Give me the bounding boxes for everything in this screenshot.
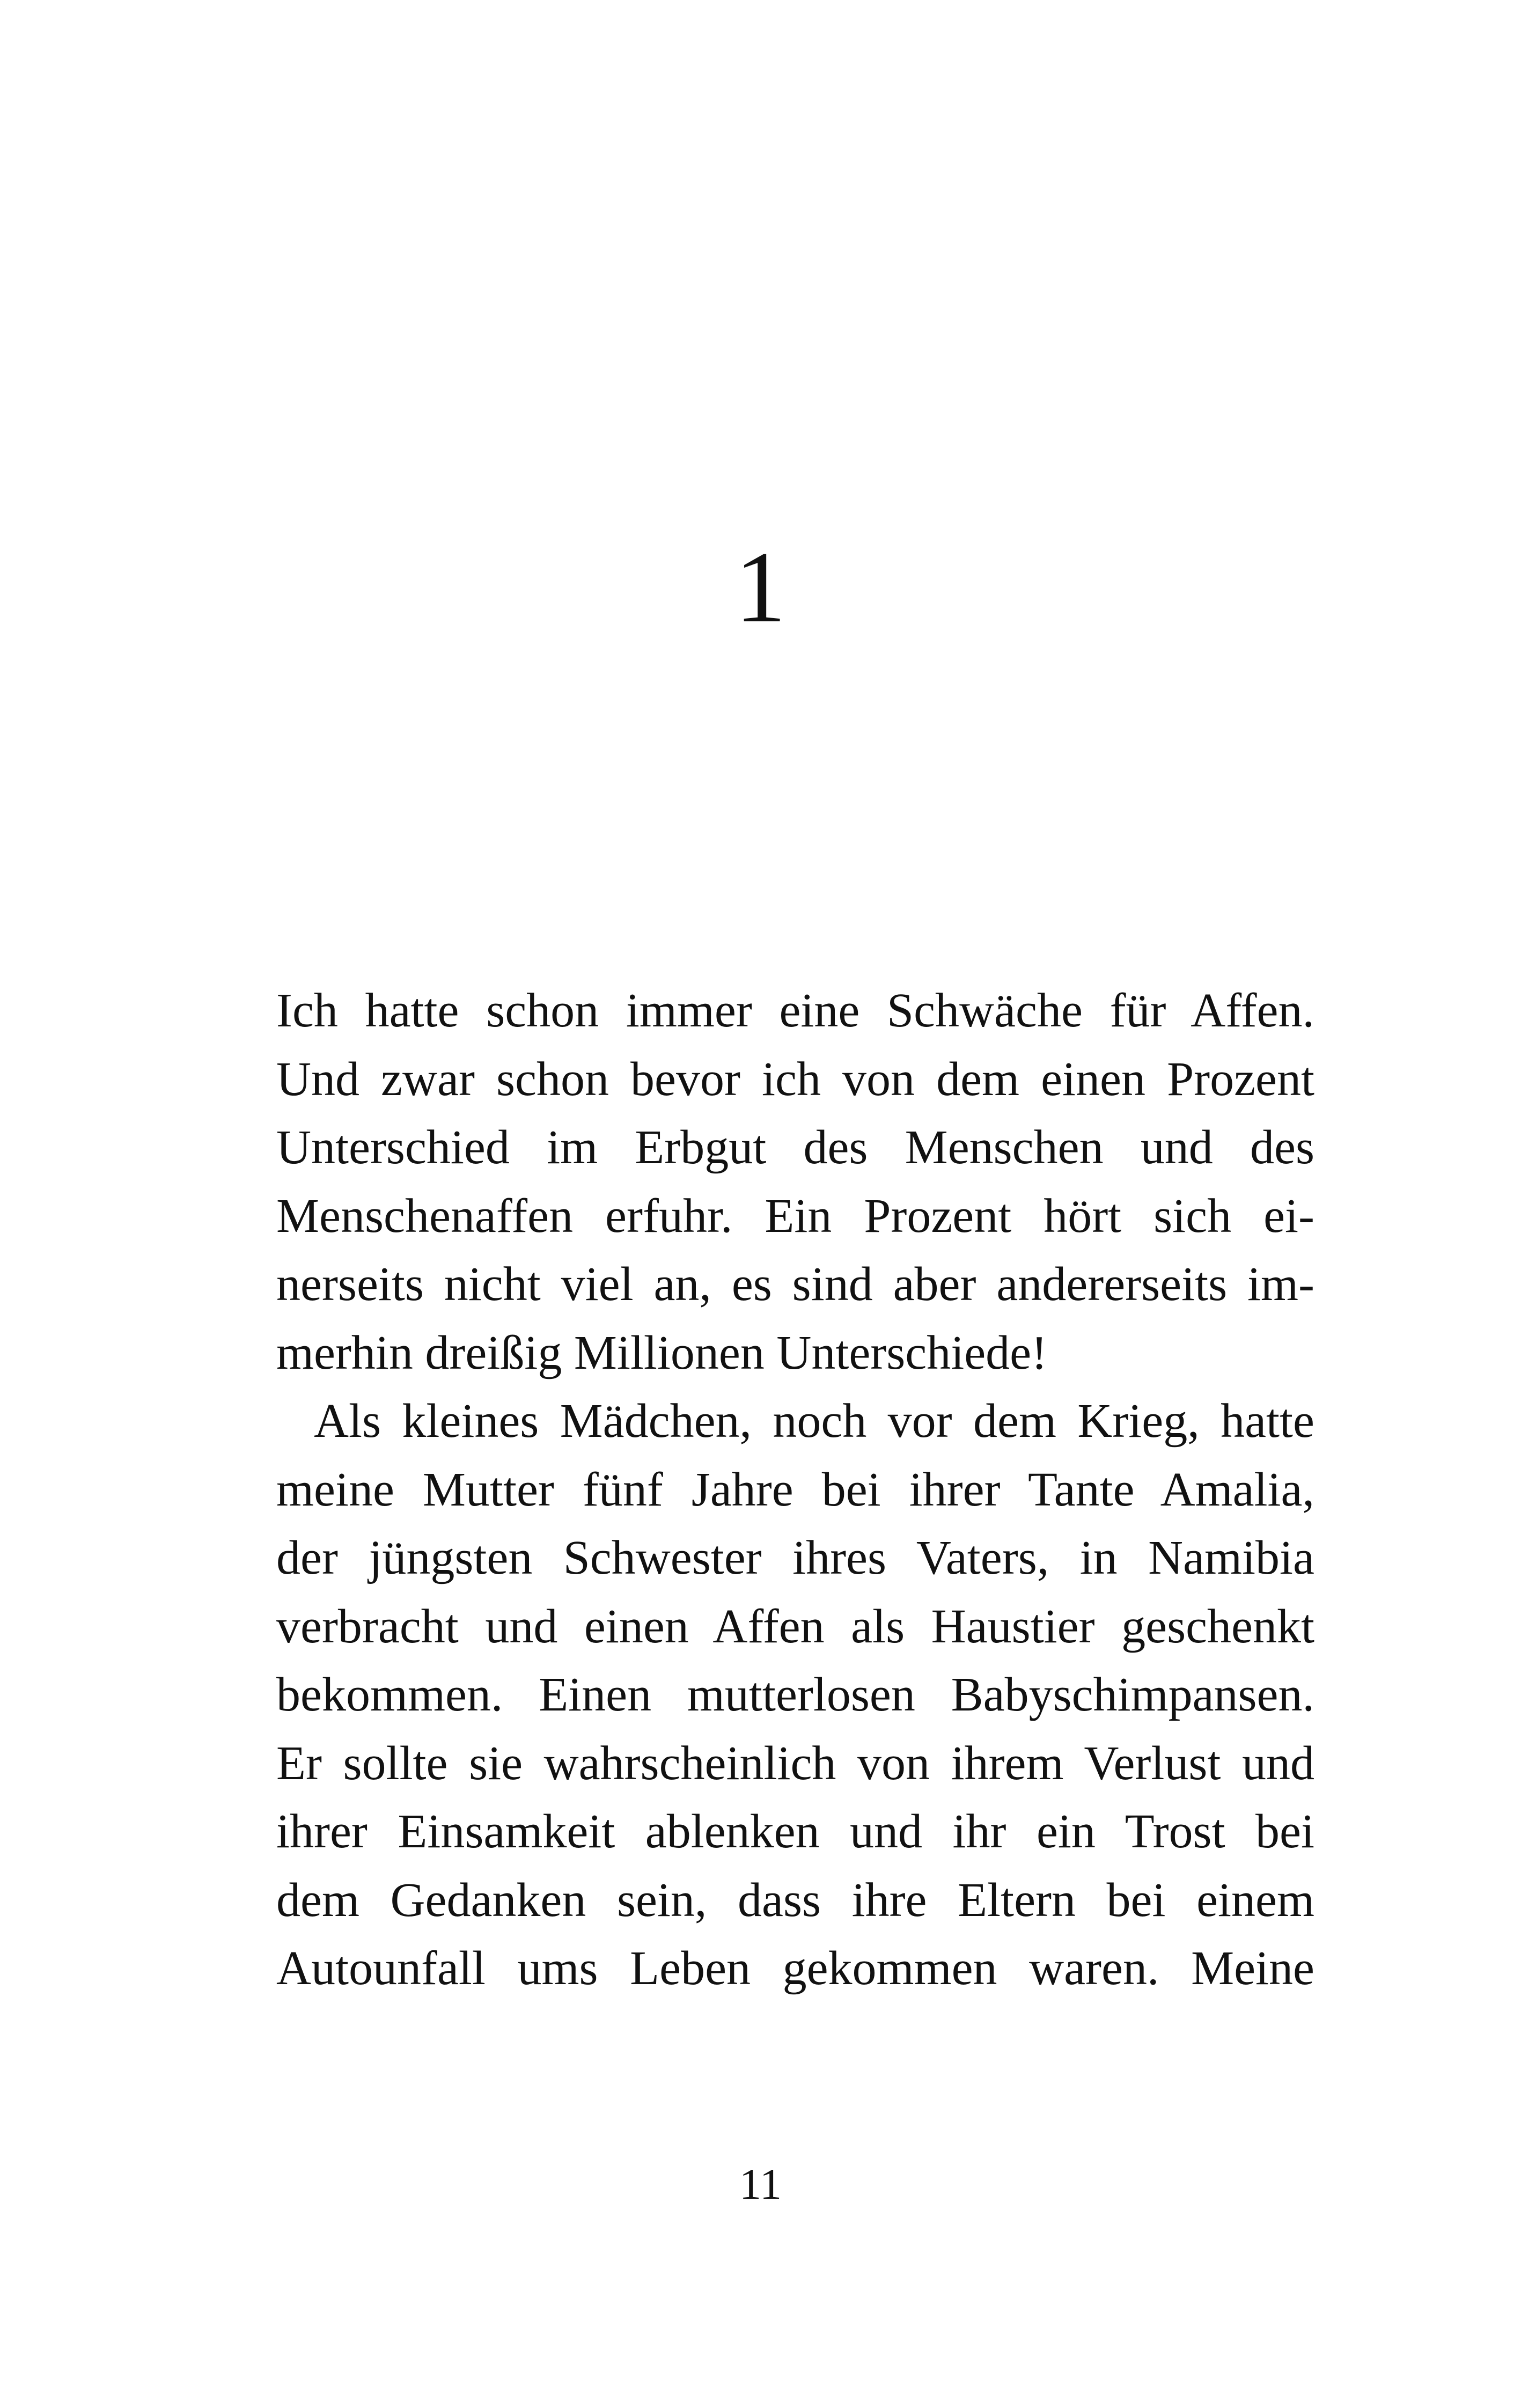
paragraph-1	[276, 977, 1314, 1387]
text-line: Er sollte sie wahrscheinlich von ihrem Verlust und	[276, 1736, 1314, 1790]
text-line: Ich hatte schon immer eine Schwäche für Affen.	[276, 984, 1314, 1037]
text-line: Und zwar schon bevor ich von dem einen Prozent	[276, 1052, 1314, 1106]
chapter-number: 1	[735, 531, 786, 644]
text-line: nerseits nicht viel an, es sind aber andererseits im-	[276, 1258, 1314, 1311]
text-line: dem Gedanken sein, dass ihre Eltern bei einem	[276, 1873, 1314, 1927]
page-number: 11	[739, 2160, 782, 2208]
text-line: Unterschied im Erbgut des Menschen und des	[276, 1121, 1314, 1174]
text-line: verbracht und einen Affen als Haustier geschenkt	[276, 1599, 1314, 1653]
text-line: Autounfall ums Leben gekommen waren. Meine	[276, 1942, 1314, 1995]
text-line: Als kleines Mädchen, noch vor dem Krieg, hatte	[314, 1394, 1314, 1448]
text-line: merhin dreißig Millionen Unterschiede!	[276, 1326, 1048, 1379]
text-line: Menschenaffen erfuhr. Ein Prozent hört sich ei-	[276, 1189, 1314, 1243]
text-line: meine Mutter fünf Jahre bei ihrer Tante Amalia,	[276, 1463, 1314, 1516]
paragraph-2	[276, 1387, 1314, 2003]
text-line: der jüngsten Schwester ihres Vaters, in Namibia	[276, 1531, 1314, 1584]
body-text	[276, 977, 1314, 2003]
text-line: ihrer Einsamkeit ablenken und ihr ein Trost bei	[276, 1805, 1314, 1858]
text-line: bekommen. Einen mutterlosen Babyschimpansen.	[276, 1668, 1314, 1721]
